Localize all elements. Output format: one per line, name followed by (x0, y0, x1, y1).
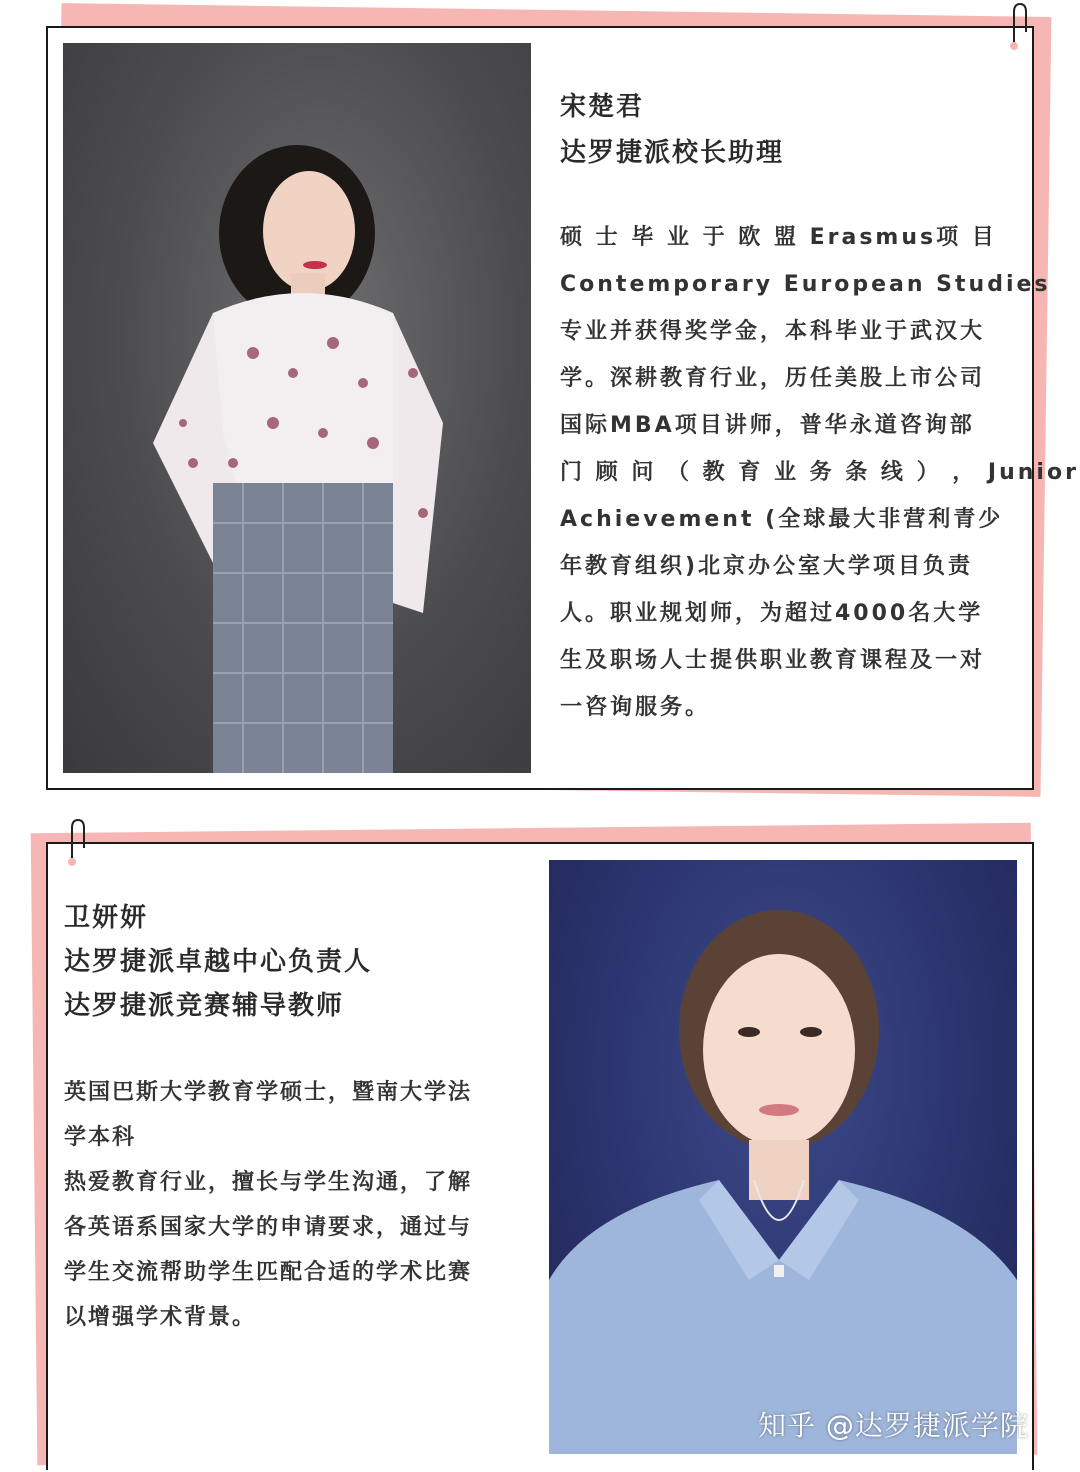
watermark: 知乎 @达罗捷派学院 (758, 1409, 1029, 1442)
profile-2-header (64, 896, 372, 1028)
profile-1-header (560, 84, 784, 176)
portrait-photo (549, 860, 1017, 1454)
bio-line: 人。职业规划师，为超过4000名大学 (560, 601, 984, 626)
bio-line: Achievement (全球最大非营利青少 (560, 507, 1004, 532)
profile-2-title: 达罗捷派卓越中心负责人 (64, 947, 373, 977)
bio-line: 学。深耕教育行业，历任美股上市公司 (560, 366, 986, 391)
profile-1-name: 宋楚君 (560, 92, 645, 122)
bio-line: 年教育组织)北京办公室大学项目负责 (560, 554, 974, 579)
bio-line: 各英语系国家大学的申请要求，通过与 (64, 1215, 473, 1240)
bio-line: 专业并获得奖学金，本科毕业于武汉大 (560, 319, 986, 344)
profile-1-title: 达罗捷派校长助理 (560, 138, 785, 168)
bio-line: 国际MBA项目讲师，普华永道咨询部 (560, 413, 975, 438)
bio-line: 以增强学术背景。 (64, 1305, 257, 1330)
bio-line: 学生交流帮助学生匹配合适的学术比赛 (64, 1260, 473, 1285)
profile-2-title: 达罗捷派竞赛辅导教师 (64, 991, 345, 1021)
bio-line: 一咨询服务。 (560, 695, 711, 720)
bio-line: 生及职场人士提供职业教育课程及一对 (560, 648, 986, 673)
bio-line: 门 顾 问 （ 教 育 业 务 条 线 ） ， Junior (560, 460, 1079, 485)
bio-line: 英国巴斯大学教育学硕士，暨南大学法 (64, 1080, 473, 1105)
portrait-illustration (549, 860, 1017, 1454)
bio-line: 学本科 (64, 1125, 137, 1150)
profile-2-name: 卫妍妍 (64, 903, 149, 933)
bio-line: Contemporary European Studies (560, 272, 1051, 297)
profile-2-bio (64, 1070, 516, 1340)
bio-line: 硕 士 毕 业 于 欧 盟 Erasmus项 目 (560, 225, 997, 250)
portrait-illustration (63, 43, 531, 773)
binder-clip-icon (64, 818, 90, 866)
bio-line: 热爱教育行业，擅长与学生沟通，了解 (64, 1170, 473, 1195)
binder-clip-icon (1006, 2, 1032, 50)
profile-1-bio (560, 214, 1079, 731)
portrait-photo (63, 43, 531, 773)
